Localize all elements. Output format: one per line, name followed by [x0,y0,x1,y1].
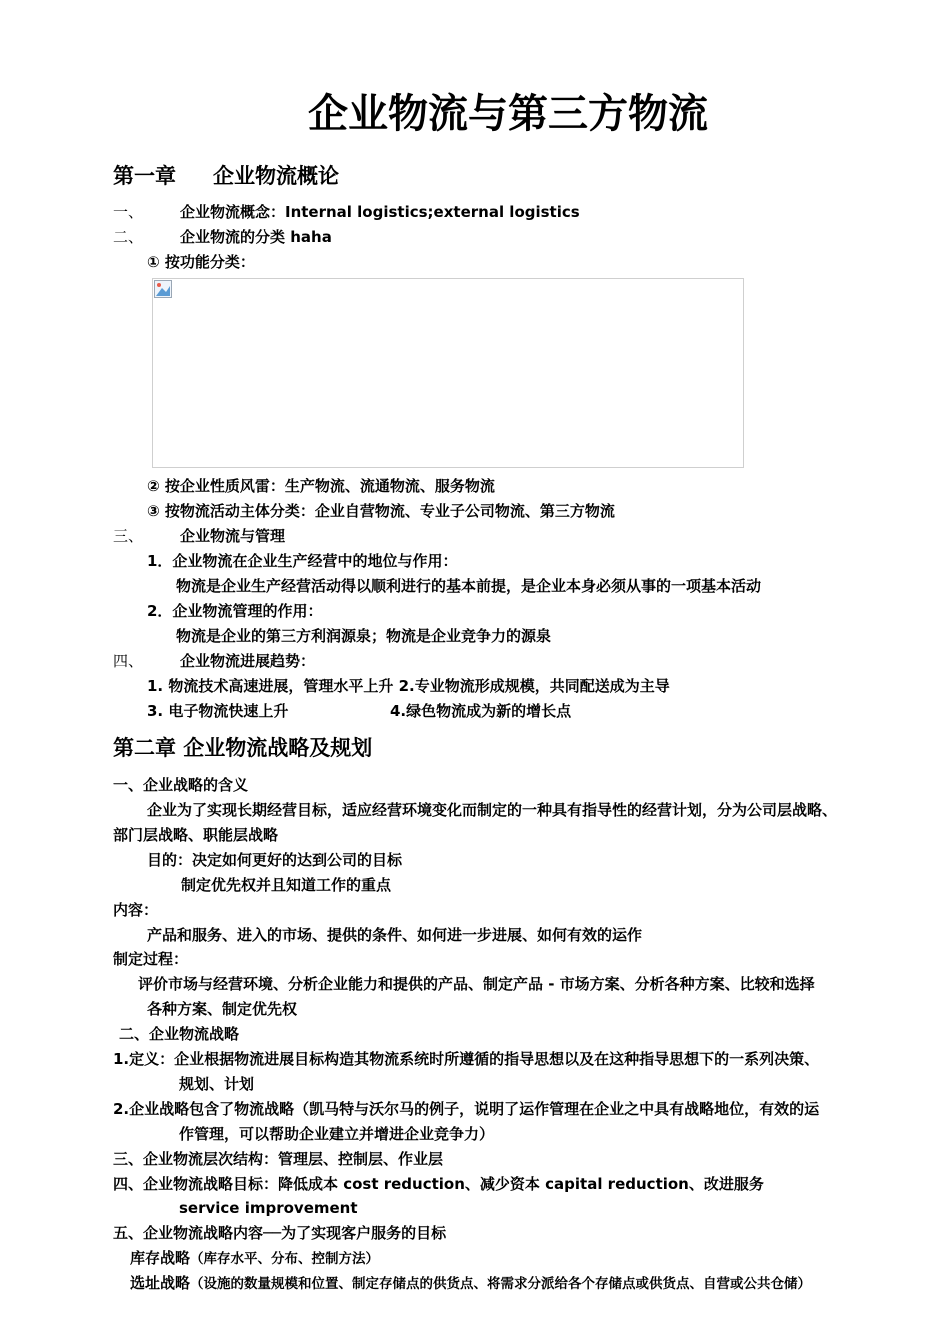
point-2-body: 物流是企业的第三方利润源泉；物流是企业竞争力的源泉 [176,627,552,645]
section-1-number: 一、 [113,203,144,221]
inventory-strategy [130,1248,379,1269]
location-strategy [130,1273,811,1294]
section-1-text: 企业物流概念：Internal logistics;external logistics [180,203,580,221]
ch2-a10: 各种方案、制定优先权 [147,1000,298,1018]
inventory-strategy-note: （库存水平、分布、控制方法） [190,1251,380,1267]
trend-3: 3. 电子物流快速上升 [147,702,289,720]
ch2-a4: 目的：决定如何更好的达到公司的目标 [147,851,403,869]
category-1: ① 按功能分类： [147,253,255,271]
ch2-b6: 三、企业物流层次结构：管理层、控制层、作业层 [113,1150,444,1168]
ch2-a8: 制定过程： [113,950,189,968]
doc-title: 企业物流与第三方物流 [308,91,708,137]
point-1-heading: 1．企业物流在企业生产经营中的地位与作用： [147,552,458,570]
ch2-b5: 作管理，可以帮助企业建立并增进企业竞争力） [179,1125,495,1143]
ch2-a6: 内容： [113,901,159,919]
ch2-b1: 二、企业物流战略 [119,1025,240,1043]
point-1-body: 物流是企业生产经营活动得以顺利进行的基本前提，是企业本身必须从事的一项基本活动 [176,577,762,595]
ch2-a9: 评价市场与经营环境、分析企业能力和提供的产品、制定产品 - 市场方案、分析各种方案、比较和选择 [138,975,815,993]
trend-line-1: 1. 物流技术高速进展，管理水平上升 2.专业物流形成规模，共同配送成为主导 [147,677,670,695]
inventory-strategy-label: 库存战略 [130,1249,191,1267]
ch2-b9: 五、企业物流战略内容──为了实现客户服务的目标 [113,1224,447,1242]
ch2-b8: service improvement [179,1199,358,1217]
ch2-a7: 产品和服务、进入的市场、提供的条件、如何进一步进展、如何有效的运作 [147,926,643,944]
section-4-number: 四、 [113,652,144,670]
ch2-b3: 规划、计划 [179,1075,255,1093]
ch2-b4: 2.企业战略包含了物流战略（凯马特与沃尔马的例子，说明了运作管理在企业之中具有战略地位，有效的运 [113,1100,820,1118]
ch2-a3: 部门层战略、职能层战略 [113,826,279,844]
section-3-text: 企业物流与管理 [180,527,286,545]
classification-image-placeholder [152,278,744,468]
ch2-b2: 1.定义：企业根据物流进展目标构造其物流系统时所遵循的指导思想以及在这种指导思想下的一系列决策、 [113,1050,820,1068]
broken-image-icon [154,280,172,298]
chapter-2-title: 第二章 企业物流战略及规划 [113,736,373,760]
section-2-number: 二、 [113,228,144,246]
chapter-1-number: 第一章 [113,164,176,188]
category-3: ③ 按物流活动主体分类：企业自营物流、专业子公司物流、第三方物流 [147,502,615,520]
ch2-a5: 制定优先权并且知道工作的重点 [181,876,392,894]
chapter-1-title: 企业物流概论 [213,164,339,188]
trend-4: 4.绿色物流成为新的增长点 [390,702,572,720]
ch2-a2: 企业为了实现长期经营目标，适应经营环境变化而制定的一种具有指导性的经营计划，分为公司层战略、 [147,801,838,819]
ch2-b7: 四、企业物流战略目标：降低成本 cost reduction、减少资本 capital reduction、改进服务 [113,1175,764,1193]
category-2: ② 按企业性质风雷：生产物流、流通物流、服务物流 [147,477,495,495]
ch2-a1: 一、企业战略的含义 [113,776,249,794]
section-2-text: 企业物流的分类 haha [180,228,332,246]
location-strategy-note: （设施的数量规模和位置、制定存储点的供货点、将需求分派给各个存储点或供货点、自营或公共仓储） [190,1276,812,1292]
location-strategy-label: 选址战略 [130,1274,191,1292]
point-2-heading: 2．企业物流管理的作用： [147,602,323,620]
section-3-number: 三、 [113,527,144,545]
section-4-text: 企业物流进展趋势： [180,652,316,670]
